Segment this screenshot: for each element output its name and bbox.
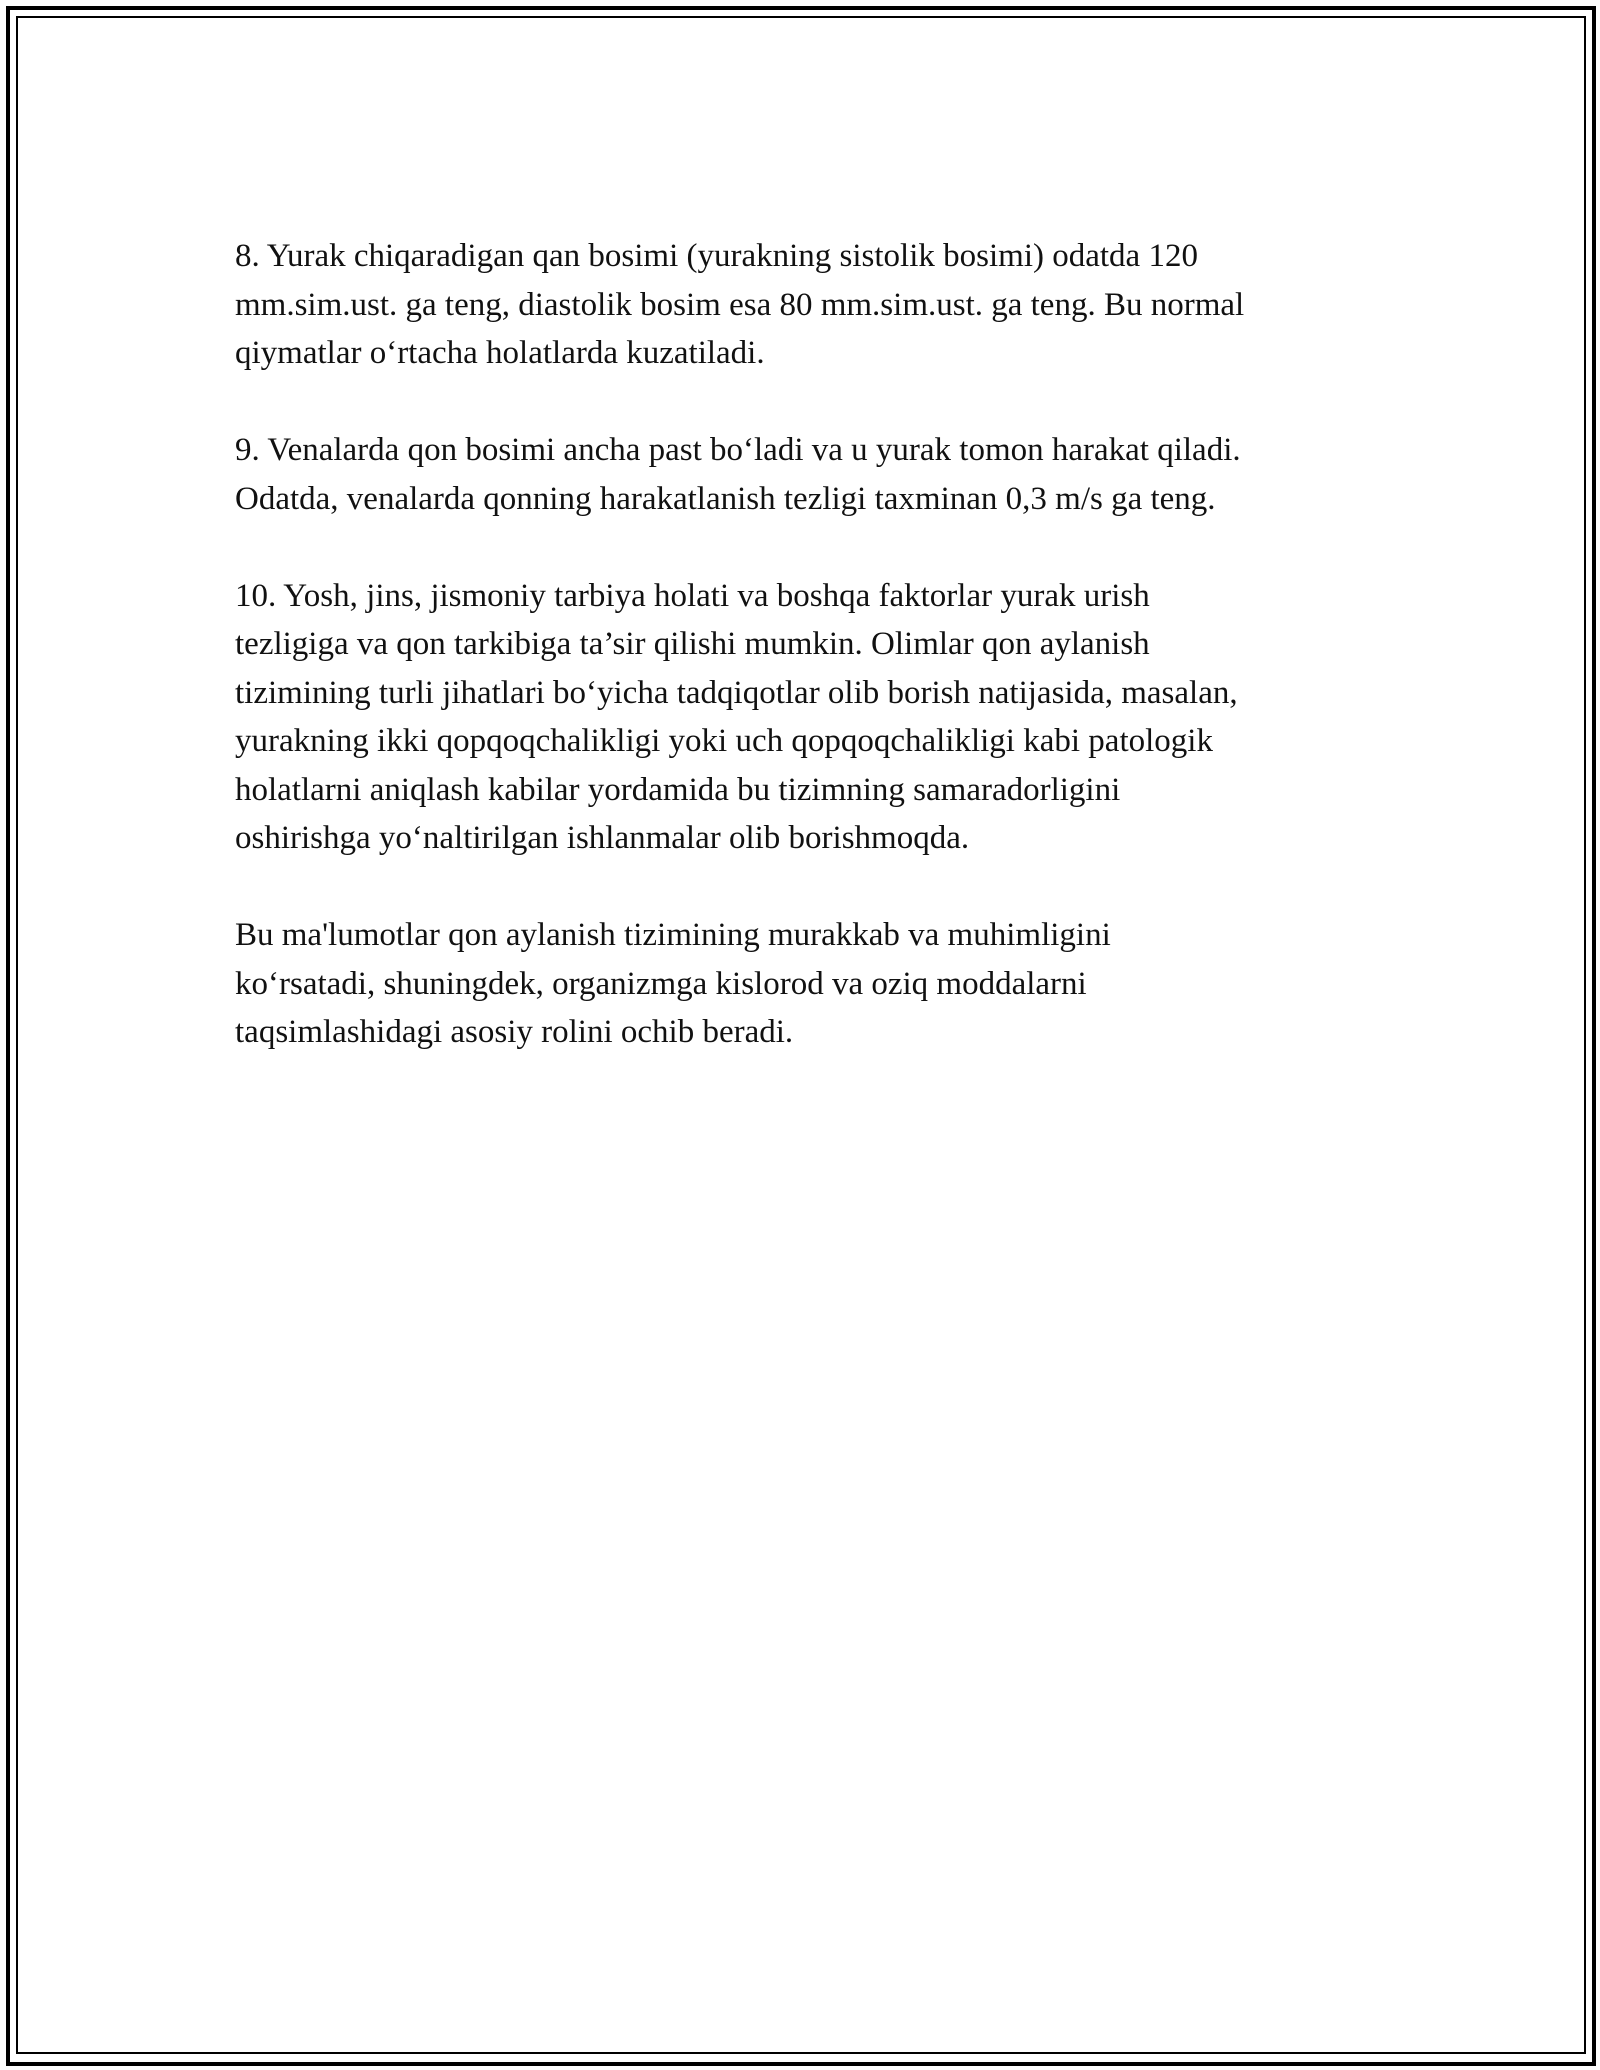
text-line: yurakning ikki qopqoqchalikligi yoki uch qopqoqchalikligi kabi patologik [235,723,1213,759]
paragraph-item-8 [235,232,1385,378]
text-line: mm.sim.ust. ga teng, diastolik bosim esa 80 mm.sim.ust. ga teng. Bu normal [235,286,1245,323]
paragraph-summary [235,911,1385,1057]
text-line: holatlarni aniqlash kabilar yordamida bu tizimning samaradorligini [235,771,1121,808]
text-line: qiymatlar o‘rtacha holatlarda kuzatiladi. [235,335,765,371]
text-line: taqsimlashidagi asosiy rolini ochib beradi. [235,1014,794,1050]
text-line: tizimining turli jihatlari bo‘yicha tadqiqotlar olib borish natijasida, masalan, [235,674,1238,711]
paragraph-item-9 [235,426,1385,523]
text-line: 9. Venalarda qon bosimi ancha past bo‘ladi va u yurak tomon harakat qiladi. [235,432,1241,468]
text-line: Bu ma'lumotlar qon aylanish tizimining murakkab va muhimligini [235,917,1111,953]
text-line: Odatda, venalarda qonning harakatlanish tezligi taxminan 0,3 m/s ga teng. [235,480,1216,517]
text-line: 8. Yurak chiqaradigan qan bosimi (yurakning sistolik bosimi) odatda 120 [235,238,1198,274]
text-line: oshirishga yo‘naltirilgan ishlanmalar olib borishmoqda. [235,820,970,856]
text-line: tezligiga va qon tarkibiga ta’sir qilishi mumkin. Olimlar qon aylanish [235,626,1150,662]
text-line: ko‘rsatadi, shuningdek, organizmga kislorod va oziq moddalarni [235,965,1087,1002]
document-body [235,232,1385,1105]
text-line: 10. Yosh, jins, jismoniy tarbiya holati va boshqa faktorlar yurak urish [235,577,1150,614]
paragraph-item-10 [235,572,1385,863]
